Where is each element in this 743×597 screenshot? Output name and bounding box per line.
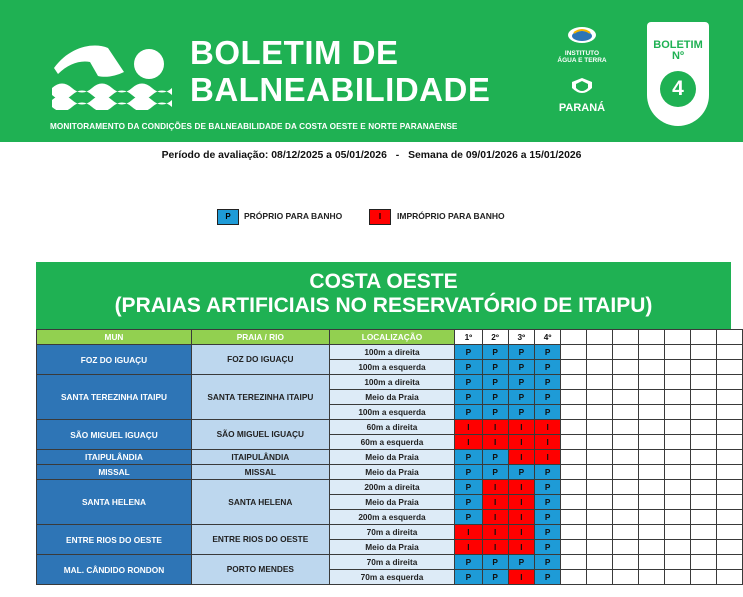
empty-cell xyxy=(691,465,717,480)
empty-cell xyxy=(665,345,691,360)
localizacao-cell: Meio da Praia xyxy=(329,465,455,480)
empty-cell xyxy=(561,570,587,585)
empty-cell xyxy=(716,435,742,450)
empty-cell xyxy=(716,450,742,465)
status-cell: I xyxy=(455,420,482,435)
empty-cell xyxy=(716,540,742,555)
empty-cell xyxy=(716,555,742,570)
localizacao-cell: 200m a direita xyxy=(329,480,455,495)
empty-cell xyxy=(691,450,717,465)
empty-cell xyxy=(587,360,613,375)
status-cell: I xyxy=(455,525,482,540)
empty-cell xyxy=(665,360,691,375)
praia-cell: SANTA HELENA xyxy=(191,480,329,525)
instituto-agua-terra-logo xyxy=(553,24,611,64)
empty-cell xyxy=(561,510,587,525)
header-week-3: 3º xyxy=(508,330,534,345)
empty-cell xyxy=(691,570,717,585)
empty-cell xyxy=(561,540,587,555)
praia-cell: MISSAL xyxy=(191,465,329,480)
localizacao-cell: 100m a direita xyxy=(329,375,455,390)
empty-cell xyxy=(639,390,665,405)
status-cell: P xyxy=(482,405,508,420)
legend xyxy=(0,209,743,225)
empty-cell xyxy=(665,465,691,480)
status-cell: P xyxy=(455,480,482,495)
empty-cell xyxy=(716,570,742,585)
empty-cell xyxy=(561,480,587,495)
badge-number: 4 xyxy=(660,71,696,107)
localizacao-cell: 100m a esquerda xyxy=(329,360,455,375)
empty-cell xyxy=(613,375,639,390)
empty-cell xyxy=(691,495,717,510)
table-row xyxy=(37,345,743,360)
empty-cell xyxy=(716,465,742,480)
header-week-1: 1º xyxy=(455,330,482,345)
status-cell: P xyxy=(482,360,508,375)
status-cell: P xyxy=(535,510,561,525)
table-row xyxy=(37,480,743,495)
badge-label-line-2: Nº xyxy=(672,50,684,62)
status-cell: P xyxy=(535,405,561,420)
empty-cell xyxy=(587,450,613,465)
empty-cell xyxy=(665,375,691,390)
empty-cell xyxy=(639,540,665,555)
status-cell: I xyxy=(455,435,482,450)
status-cell: I xyxy=(508,525,534,540)
status-cell: P xyxy=(535,345,561,360)
status-cell: P xyxy=(535,525,561,540)
section-header xyxy=(36,262,731,329)
empty-cell xyxy=(587,555,613,570)
empty-cell xyxy=(691,525,717,540)
empty-cell xyxy=(665,450,691,465)
empty-cell xyxy=(561,465,587,480)
status-cell: P xyxy=(455,555,482,570)
empty-cell xyxy=(639,420,665,435)
empty-cell xyxy=(587,480,613,495)
status-cell: P xyxy=(508,345,534,360)
status-cell: P xyxy=(482,465,508,480)
empty-cell xyxy=(587,405,613,420)
empty-cell xyxy=(691,390,717,405)
empty-cell xyxy=(691,480,717,495)
empty-cell xyxy=(561,555,587,570)
table-row xyxy=(37,525,743,540)
table-row xyxy=(37,450,743,465)
empty-cell xyxy=(639,435,665,450)
empty-cell xyxy=(691,540,717,555)
section-title: COSTA OESTE xyxy=(309,270,458,293)
praia-cell: SANTA TEREZINHA ITAIPU xyxy=(191,375,329,420)
header-banner xyxy=(0,0,743,142)
empty-cell xyxy=(587,525,613,540)
empty-cell xyxy=(691,555,717,570)
empty-cell xyxy=(587,510,613,525)
empty-cell xyxy=(587,390,613,405)
empty-cell xyxy=(665,570,691,585)
section-subtitle: (PRAIAS ARTIFICIAIS NO RESERVATÓRIO DE ITAIPU) xyxy=(114,294,653,317)
status-cell: P xyxy=(508,375,534,390)
empty-cell xyxy=(587,420,613,435)
empty-cell xyxy=(716,495,742,510)
empty-cell xyxy=(639,525,665,540)
table-row xyxy=(37,420,743,435)
header-empty-cell xyxy=(665,330,691,345)
empty-cell xyxy=(561,420,587,435)
water-drop-icon xyxy=(566,24,598,44)
badge-label xyxy=(647,40,709,62)
status-cell: P xyxy=(455,510,482,525)
localizacao-cell: 70m a direita xyxy=(329,525,455,540)
status-cell: P xyxy=(535,480,561,495)
status-cell: P xyxy=(482,345,508,360)
empty-cell xyxy=(613,390,639,405)
empty-cell xyxy=(587,345,613,360)
localizacao-cell: 200m a esquerda xyxy=(329,510,455,525)
empty-cell xyxy=(587,540,613,555)
empty-cell xyxy=(665,420,691,435)
praia-cell: ITAIPULÂNDIA xyxy=(191,450,329,465)
status-cell: I xyxy=(535,450,561,465)
status-cell: P xyxy=(535,390,561,405)
status-cell: I xyxy=(535,435,561,450)
status-cell: P xyxy=(535,360,561,375)
empty-cell xyxy=(613,405,639,420)
status-cell: P xyxy=(535,555,561,570)
empty-cell xyxy=(691,345,717,360)
header-empty-cell xyxy=(587,330,613,345)
title-line-1: BOLETIM DE xyxy=(190,34,399,71)
header-empty-cell xyxy=(561,330,587,345)
empty-cell xyxy=(587,375,613,390)
header-week-4: 4º xyxy=(535,330,561,345)
empty-cell xyxy=(639,570,665,585)
header-empty-cell xyxy=(691,330,717,345)
status-cell: P xyxy=(455,360,482,375)
header-praia: PRAIA / RIO xyxy=(191,330,329,345)
status-cell: P xyxy=(455,405,482,420)
status-cell: P xyxy=(455,390,482,405)
title-line-2: BALNEABILIDADE xyxy=(190,71,491,108)
status-cell: P xyxy=(535,375,561,390)
status-cell: I xyxy=(508,570,534,585)
legend-improprio-label: IMPRÓPRIO PARA BANHO xyxy=(397,211,505,221)
parana-logo-text: PARANÁ xyxy=(558,102,606,114)
empty-cell xyxy=(561,450,587,465)
empty-cell xyxy=(716,375,742,390)
empty-cell xyxy=(691,420,717,435)
empty-cell xyxy=(665,405,691,420)
localizacao-cell: Meio da Praia xyxy=(329,540,455,555)
empty-cell xyxy=(587,435,613,450)
balneabilidade-table xyxy=(36,329,743,585)
status-cell: P xyxy=(455,570,482,585)
empty-cell xyxy=(716,480,742,495)
status-cell: P xyxy=(455,450,482,465)
status-cell: P xyxy=(482,450,508,465)
empty-cell xyxy=(561,405,587,420)
empty-cell xyxy=(587,465,613,480)
status-cell: I xyxy=(482,420,508,435)
praia-cell: PORTO MENDES xyxy=(191,555,329,585)
empty-cell xyxy=(561,435,587,450)
empty-cell xyxy=(691,405,717,420)
empty-cell xyxy=(639,465,665,480)
municipio-cell: MISSAL xyxy=(37,465,192,480)
empty-cell xyxy=(716,390,742,405)
status-cell: P xyxy=(508,390,534,405)
empty-cell xyxy=(613,480,639,495)
status-cell: P xyxy=(482,555,508,570)
empty-cell xyxy=(716,420,742,435)
status-cell: P xyxy=(535,570,561,585)
table-header-row xyxy=(37,330,743,345)
page-title xyxy=(190,34,490,108)
municipio-cell: ITAIPULÂNDIA xyxy=(37,450,192,465)
localizacao-cell: Meio da Praia xyxy=(329,390,455,405)
empty-cell xyxy=(691,510,717,525)
header-empty-cell xyxy=(639,330,665,345)
empty-cell xyxy=(561,375,587,390)
status-cell: P xyxy=(482,390,508,405)
empty-cell xyxy=(691,375,717,390)
status-cell: I xyxy=(508,510,534,525)
empty-cell xyxy=(665,525,691,540)
empty-cell xyxy=(587,570,613,585)
empty-cell xyxy=(639,495,665,510)
period-avaliacao: Período de avaliação: 08/12/2025 a 05/01/2026 xyxy=(161,150,387,161)
empty-cell xyxy=(613,540,639,555)
empty-cell xyxy=(613,420,639,435)
header-mun: MUN xyxy=(37,330,192,345)
empty-cell xyxy=(665,555,691,570)
badge-label-line-1: BOLETIM xyxy=(653,39,703,51)
municipio-cell: FOZ DO IGUAÇU xyxy=(37,345,192,375)
status-cell: I xyxy=(508,480,534,495)
status-cell: I xyxy=(482,510,508,525)
empty-cell xyxy=(613,465,639,480)
praia-cell: FOZ DO IGUAÇU xyxy=(191,345,329,375)
status-cell: I xyxy=(482,525,508,540)
empty-cell xyxy=(639,375,665,390)
localizacao-cell: 60m a direita xyxy=(329,420,455,435)
empty-cell xyxy=(665,435,691,450)
table-row xyxy=(37,465,743,480)
header-localizacao: LOCALIZAÇÃO xyxy=(329,330,455,345)
period-semana: Semana de 09/01/2026 a 15/01/2026 xyxy=(408,150,582,161)
empty-cell xyxy=(613,360,639,375)
status-cell: P xyxy=(535,465,561,480)
empty-cell xyxy=(587,495,613,510)
instituto-logo-text: INSTITUTO ÁGUA E TERRA xyxy=(557,50,607,64)
empty-cell xyxy=(613,510,639,525)
parana-crest-icon xyxy=(570,78,594,96)
header-empty-cell xyxy=(716,330,742,345)
status-cell: P xyxy=(508,465,534,480)
status-cell: P xyxy=(508,405,534,420)
page-subtitle: MONITORAMENTO DA CONDIÇÕES DE BALNEABILIDADE DA COSTA OESTE E NORTE PARANAENSE xyxy=(50,122,458,131)
empty-cell xyxy=(716,405,742,420)
empty-cell xyxy=(639,405,665,420)
empty-cell xyxy=(716,525,742,540)
status-cell: P xyxy=(455,375,482,390)
status-cell: I xyxy=(508,495,534,510)
empty-cell xyxy=(613,555,639,570)
empty-cell xyxy=(639,345,665,360)
empty-cell xyxy=(613,345,639,360)
empty-cell xyxy=(665,540,691,555)
empty-cell xyxy=(561,390,587,405)
status-cell: P xyxy=(482,375,508,390)
empty-cell xyxy=(613,450,639,465)
swimmer-icon xyxy=(50,38,175,110)
empty-cell xyxy=(665,510,691,525)
header-week-2: 2º xyxy=(482,330,508,345)
localizacao-cell: 100m a direita xyxy=(329,345,455,360)
period-separator: - xyxy=(395,150,400,161)
status-cell: P xyxy=(535,540,561,555)
status-cell: P xyxy=(535,495,561,510)
localizacao-cell: 60m a esquerda xyxy=(329,435,455,450)
status-cell: P xyxy=(455,495,482,510)
status-cell: P xyxy=(455,345,482,360)
status-cell: I xyxy=(455,540,482,555)
status-cell: I xyxy=(508,540,534,555)
table-row xyxy=(37,555,743,570)
empty-cell xyxy=(639,510,665,525)
boletim-number-badge xyxy=(647,22,709,126)
table-row xyxy=(37,375,743,390)
localizacao-cell: 70m a direita xyxy=(329,555,455,570)
legend-proprio-swatch: P xyxy=(217,209,239,225)
legend-proprio-label: PRÓPRIO PARA BANHO xyxy=(244,211,343,221)
status-cell: I xyxy=(482,540,508,555)
empty-cell xyxy=(639,360,665,375)
localizacao-cell: 100m a esquerda xyxy=(329,405,455,420)
localizacao-cell: Meio da Praia xyxy=(329,495,455,510)
empty-cell xyxy=(639,555,665,570)
empty-cell xyxy=(613,495,639,510)
municipio-cell: SÃO MIGUEL IGUAÇU xyxy=(37,420,192,450)
municipio-cell: ENTRE RIOS DO OESTE xyxy=(37,525,192,555)
empty-cell xyxy=(639,480,665,495)
empty-cell xyxy=(613,570,639,585)
empty-cell xyxy=(691,360,717,375)
parana-logo xyxy=(553,78,611,114)
status-cell: P xyxy=(482,570,508,585)
status-cell: I xyxy=(508,435,534,450)
empty-cell xyxy=(716,360,742,375)
localizacao-cell: Meio da Praia xyxy=(329,450,455,465)
empty-cell xyxy=(561,345,587,360)
municipio-cell: SANTA HELENA xyxy=(37,480,192,525)
empty-cell xyxy=(561,495,587,510)
municipio-cell: SANTA TEREZINHA ITAIPU xyxy=(37,375,192,420)
status-cell: I xyxy=(535,420,561,435)
empty-cell xyxy=(665,495,691,510)
empty-cell xyxy=(561,360,587,375)
empty-cell xyxy=(665,480,691,495)
empty-cell xyxy=(561,525,587,540)
status-cell: I xyxy=(482,435,508,450)
legend-improprio-swatch: I xyxy=(369,209,391,225)
status-cell: I xyxy=(482,495,508,510)
praia-cell: SÃO MIGUEL IGUAÇU xyxy=(191,420,329,450)
municipio-cell: MAL. CÂNDIDO RONDON xyxy=(37,555,192,585)
header-empty-cell xyxy=(613,330,639,345)
praia-cell: ENTRE RIOS DO OESTE xyxy=(191,525,329,555)
empty-cell xyxy=(716,510,742,525)
empty-cell xyxy=(716,345,742,360)
localizacao-cell: 70m a esquerda xyxy=(329,570,455,585)
empty-cell xyxy=(613,435,639,450)
status-cell: P xyxy=(508,360,534,375)
status-cell: I xyxy=(482,480,508,495)
status-cell: I xyxy=(508,420,534,435)
empty-cell xyxy=(613,525,639,540)
empty-cell xyxy=(639,450,665,465)
status-cell: I xyxy=(508,450,534,465)
status-cell: P xyxy=(508,555,534,570)
status-cell: P xyxy=(455,465,482,480)
empty-cell xyxy=(665,390,691,405)
empty-cell xyxy=(691,435,717,450)
evaluation-period xyxy=(0,150,743,161)
